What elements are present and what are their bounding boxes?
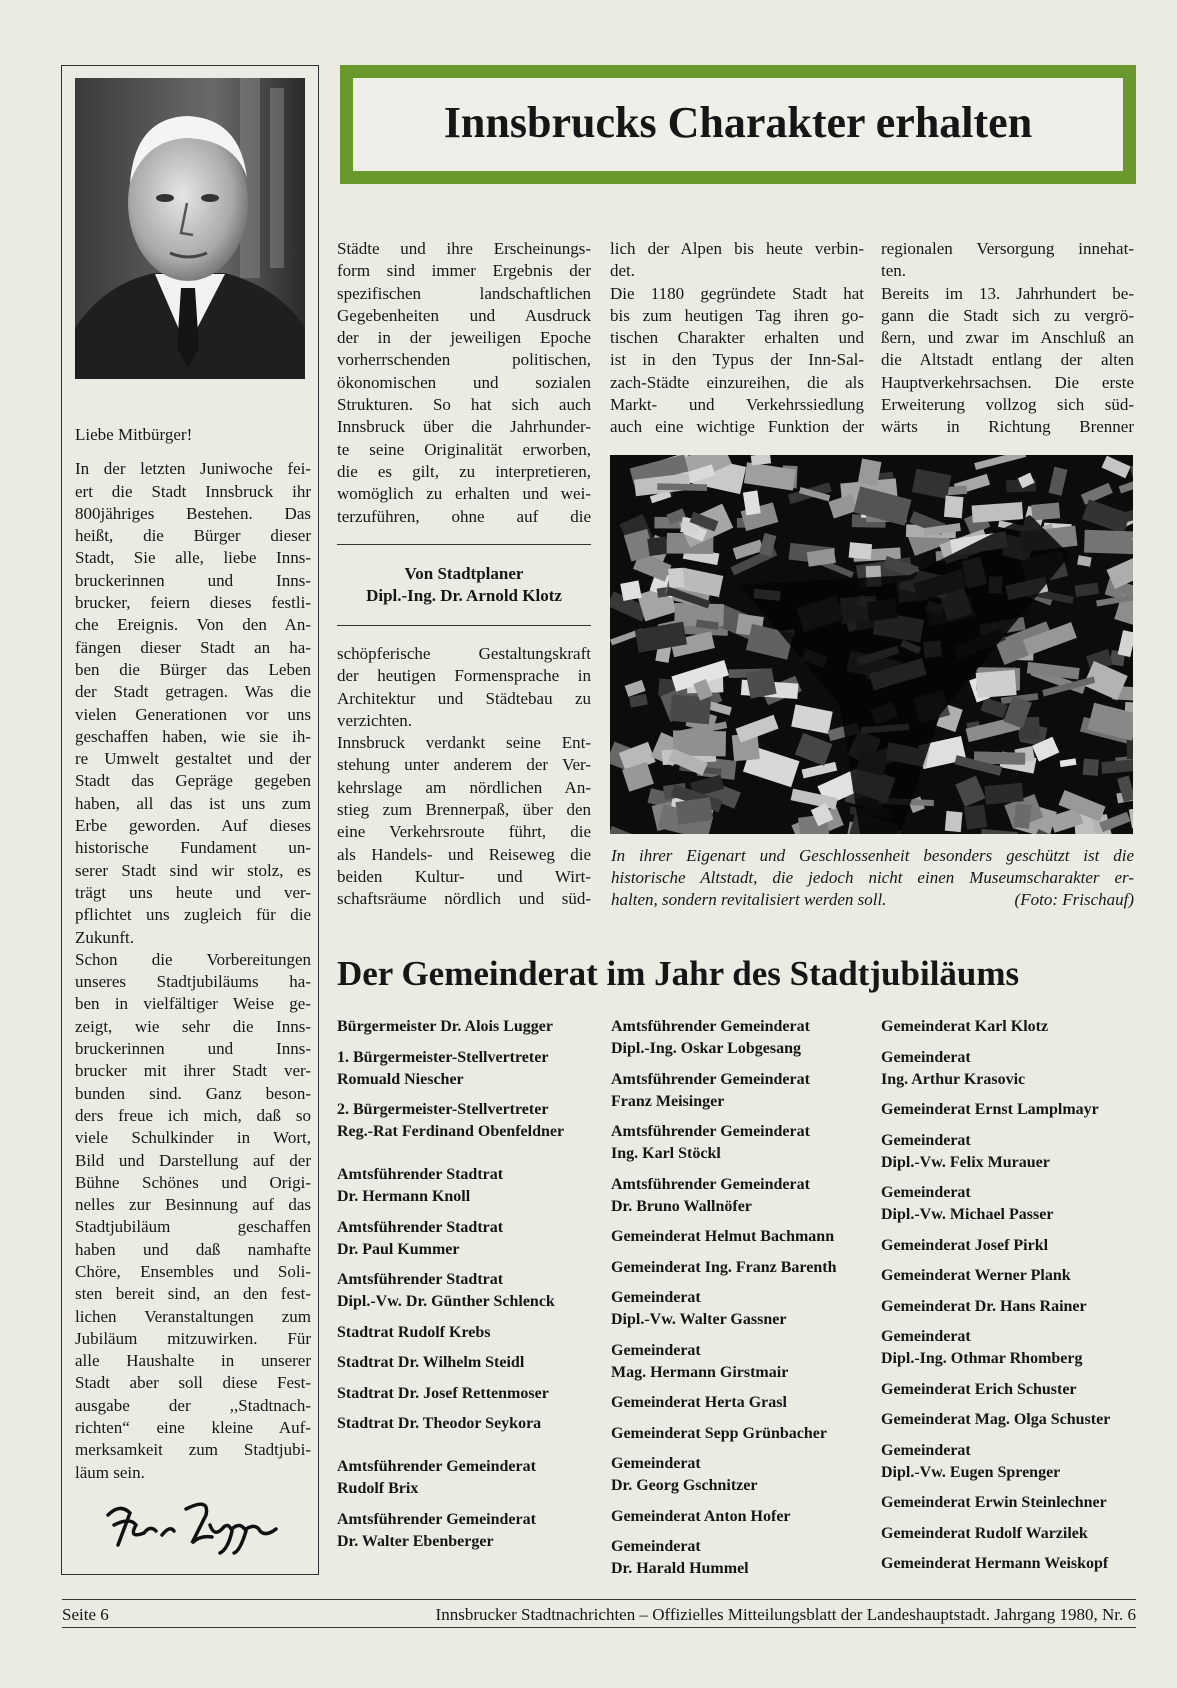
rooftop-shape xyxy=(955,776,985,807)
text-line: Bühne Schönes und Origi- xyxy=(75,1172,311,1192)
text-line: trägt uns heute und ver- xyxy=(75,882,311,902)
council-member-name: Dr. Harald Hummel xyxy=(611,1560,749,1577)
text-line: beiden Kultur- und Wirt- xyxy=(337,866,591,886)
council-member-role: Amtsführender Stadtrat xyxy=(337,1218,504,1236)
text-line: Erweiterung vollzog sich süd- xyxy=(881,395,1134,415)
council-member-entry xyxy=(611,1340,871,1384)
council-member-name: Rudolf Brix xyxy=(337,1480,419,1497)
rooftop-shape xyxy=(625,680,646,697)
council-member-name: Gemeinderat Rudolf Warzilek xyxy=(881,1524,1088,1542)
text-line: spezifischen landschaftlichen xyxy=(337,283,591,303)
council-member-role: Gemeinderat xyxy=(611,1538,701,1555)
rooftop-shape xyxy=(1075,583,1099,597)
rooftop-shape xyxy=(1060,758,1077,767)
text-line: Erbe geworden. Auf dieses xyxy=(75,816,311,836)
council-member-entry xyxy=(881,1492,1141,1514)
text-line: che Ereignis. Von den An- xyxy=(75,615,311,635)
council-member-entry xyxy=(611,1536,871,1580)
text-line: ten. xyxy=(881,261,907,281)
council-member-entry xyxy=(611,1506,871,1528)
council-member-name: Dipl.-Vw. Michael Passer xyxy=(881,1206,1054,1223)
text-line: brucker mit ihrer Stadt ver- xyxy=(75,1061,311,1081)
text-line: serer Stadt sind wir stolz, es xyxy=(75,860,311,880)
text-line: merksamkeit zum Stadtjubi- xyxy=(75,1440,311,1460)
text-line: alle Haushalte in unserer xyxy=(75,1351,311,1371)
council-member-role: Amtsführender Stadtrat xyxy=(337,1271,504,1288)
rooftop-shape xyxy=(972,502,1024,523)
text-line: geschaffen haben, wie sie ih- xyxy=(75,726,311,746)
byline-author: Dipl.-Ing. Dr. Arnold Klotz xyxy=(366,586,562,606)
text-line: vorherrschenden politischen, xyxy=(337,350,591,370)
council-member-entry xyxy=(881,1326,1141,1370)
council-member-name: Gemeinderat Karl Klotz xyxy=(881,1018,1049,1035)
text-line: Innsbruck verdankt seine Ent- xyxy=(337,733,591,753)
text-line: Bild und Darstellung auf der xyxy=(75,1150,311,1170)
text-line: Zukunft. xyxy=(75,927,135,947)
council-member-name: Franz Meisinger xyxy=(611,1092,725,1110)
council-member-entry xyxy=(337,1016,597,1038)
text-line: Bereits im 13. Jahrhundert be- xyxy=(881,283,1134,303)
text-line: Architektur und Städtebau zu xyxy=(337,688,591,708)
letter-text xyxy=(75,424,311,1484)
rooftop-shape xyxy=(795,733,833,766)
council-member-name: Dr. Bruno Wallnöfer xyxy=(611,1197,752,1215)
text-line: ben die Bürger das Leben xyxy=(75,659,311,679)
council-member-entry xyxy=(337,1383,597,1405)
council-member-entry xyxy=(337,1269,597,1313)
council-member-role: Amtsführender Gemeinderat xyxy=(337,1458,536,1475)
council-member-role: Gemeinderat xyxy=(881,1184,971,1201)
council-member-name: Gemeinderat Erwin Steinlechner xyxy=(881,1494,1107,1511)
text-line: schaftsräume nördlich und süd- xyxy=(337,889,591,909)
rooftop-shape xyxy=(610,826,649,834)
caption-line: historische Altstadt, die jedoch nicht einen Museumscharakter er- xyxy=(611,868,1134,887)
council-member-role: 1. Bürgermeister-Stellvertreter xyxy=(337,1048,549,1066)
council-member-name: Dipl.-Vw. Eugen Sprenger xyxy=(881,1463,1061,1481)
council-member-role: Gemeinderat xyxy=(611,1289,701,1306)
text-line: kehrslage am nördlichen An- xyxy=(337,777,591,797)
text-line: regionalen Versorgung innehat- xyxy=(881,239,1134,258)
footer-rule-top xyxy=(62,1599,1136,1600)
text-line: ßern, und zwar im Anschluß an xyxy=(881,328,1134,348)
council-member-role: Gemeinderat xyxy=(881,1048,971,1066)
text-line: richten“ eine kleine Auf- xyxy=(75,1418,311,1438)
council-member-name: Dipl.-Vw. Dr. Günther Schlenck xyxy=(337,1293,555,1310)
council-member-role: Gemeinderat xyxy=(611,1455,701,1472)
rooftop-shape xyxy=(657,483,707,491)
council-member-name: Dipl.-Ing. Othmar Rhomberg xyxy=(881,1350,1083,1367)
council-member-name: Stadtrat Dr. Wilhelm Steidl xyxy=(337,1354,525,1371)
text-line: stehung unter anderem der Ver- xyxy=(337,755,591,775)
text-line: pflichtet uns zugleich für die xyxy=(75,905,311,925)
text-line: zach-Städte einzureihen, die als xyxy=(610,372,864,392)
rooftop-shape xyxy=(912,469,952,499)
council-member-entry xyxy=(881,1130,1141,1174)
rooftop-shape xyxy=(1081,483,1113,505)
council-member-name: Gemeinderat Mag. Olga Schuster xyxy=(881,1411,1111,1428)
text-line: vielen Generationen vor uns xyxy=(75,704,311,724)
council-member-name: Dr. Georg Gschnitzer xyxy=(611,1477,758,1494)
council-member-entry xyxy=(611,1257,871,1279)
rooftop-shape xyxy=(647,536,668,556)
text-line: det. xyxy=(610,261,636,281)
text-line: ert die Stadt Innsbruck ihr xyxy=(75,481,311,501)
text-line: bruckerinnen und Inns- xyxy=(75,1039,311,1059)
text-line: te seine Originalität erworben, xyxy=(337,439,591,459)
council-member-role: Amtsführender Gemeinderat xyxy=(611,1070,810,1088)
council-member-entry xyxy=(881,1265,1141,1287)
caption-line: halten, sondern revitalisiert werden soll. xyxy=(611,890,887,909)
council-column-1 xyxy=(337,1016,597,1561)
council-member-entry xyxy=(881,1296,1141,1318)
rooftop-shape xyxy=(964,804,987,829)
council-column-3 xyxy=(881,1016,1141,1584)
text-line: ders freue ich mich, daß so xyxy=(75,1105,311,1125)
text-line: läum sein. xyxy=(75,1462,145,1482)
text-line: Stadt das Gepräge gegeben xyxy=(75,771,311,791)
council-member-entry xyxy=(611,1016,871,1060)
text-line: ist in den Typus der Inn-Sal- xyxy=(610,350,864,370)
text-line: der heutigen Formensprache in xyxy=(337,666,591,686)
text-line: 800jähriges Bestehen. Das xyxy=(75,503,311,523)
text-line: Hauptverkehrsachsen. Die erste xyxy=(881,372,1134,392)
council-member-entry xyxy=(611,1287,871,1331)
council-member-name: Bürgermeister Dr. Alois Lugger xyxy=(337,1018,553,1035)
rooftop-shape xyxy=(1118,630,1133,657)
text-line: nelles zur Besinnung auf das xyxy=(75,1195,311,1215)
text-line: lichen Veranstaltungen zum xyxy=(75,1306,311,1326)
council-member-role: Gemeinderat xyxy=(611,1341,701,1359)
text-line: der in der jeweiligen Epoche xyxy=(337,328,591,348)
council-member-name: Gemeinderat Dr. Hans Rainer xyxy=(881,1297,1087,1315)
text-line: form sind immer Ergebnis der xyxy=(337,261,591,281)
text-line: stieg zum Brennerpaß, über den xyxy=(337,800,591,820)
text-line: lich der Alpen bis heute verbin- xyxy=(610,239,864,258)
rooftop-shape xyxy=(976,670,1017,698)
council-member-role: Amtsführender Gemeinderat xyxy=(337,1510,536,1528)
council-member-role: Gemeinderat xyxy=(881,1441,971,1459)
altstadt-aerial-photo xyxy=(610,455,1133,834)
council-member-name: Stadtrat Dr. Theodor Seykora xyxy=(337,1415,542,1432)
council-member-entry xyxy=(881,1409,1141,1431)
rooftop-shape xyxy=(746,668,777,699)
rooftop-shape xyxy=(849,542,873,559)
council-member-entry xyxy=(337,1164,597,1208)
mayor-signature xyxy=(100,1495,290,1560)
council-member-name: Gemeinderat Josef Pirkl xyxy=(881,1236,1049,1254)
text-line: Jubiläum mitzuwirken. Für xyxy=(75,1328,311,1348)
rooftop-shape xyxy=(1023,622,1077,655)
council-member-entry xyxy=(337,1352,597,1374)
text-line: Die 1180 gegründete Stadt hat xyxy=(610,283,864,303)
council-member-name: Ing. Arthur Krasovic xyxy=(881,1070,1026,1088)
rooftop-shape xyxy=(1102,456,1131,479)
council-member-role: Amtsführender Gemeinderat xyxy=(611,1175,810,1193)
footer-rule-bottom xyxy=(62,1627,1136,1628)
text-line: ausgabe der ,,Stadtnach- xyxy=(75,1395,311,1415)
council-member-name: Gemeinderat Herta Grasl xyxy=(611,1394,787,1411)
article-column-2 xyxy=(610,238,864,439)
text-line: fängen dieser Stadt an ha- xyxy=(75,637,311,657)
letter-salutation: Liebe Mitbürger! xyxy=(75,425,193,444)
council-member-entry xyxy=(611,1069,871,1113)
text-line: ökonomischen und sozialen xyxy=(337,372,591,392)
council-member-name: Gemeinderat Hermann Weiskopf xyxy=(881,1555,1109,1572)
rooftop-shape xyxy=(791,704,833,733)
text-line: eine Verkehrsroute führt, die xyxy=(337,822,591,842)
rooftop-shape xyxy=(1130,455,1133,484)
council-member-name: Dr. Walter Ebenberger xyxy=(337,1532,494,1550)
text-line: re Umwelt gestaltet und der xyxy=(75,749,311,769)
rooftop-shape xyxy=(620,580,641,601)
council-member-name: Gemeinderat Erich Schuster xyxy=(881,1380,1077,1398)
text-line: bunden sind. Ganz beson- xyxy=(75,1083,311,1103)
council-member-name: Gemeinderat Werner Plank xyxy=(881,1267,1071,1284)
council-member-role: Gemeinderat xyxy=(881,1131,971,1149)
council-member-entry xyxy=(881,1523,1141,1545)
text-line: gann die Stadt sich zu vergrö- xyxy=(881,305,1134,325)
council-member-name: Dipl.-Vw. Felix Murauer xyxy=(881,1153,1050,1171)
article-column-3 xyxy=(881,238,1134,439)
caption-line: In ihrer Eigenart und Geschlossenheit besonders geschützt ist die xyxy=(611,846,1134,865)
rooftop-shape xyxy=(981,829,1018,834)
text-line: heißt, die Bürger dieser xyxy=(75,526,311,546)
page-number: Seite 6 xyxy=(62,1605,109,1624)
council-member-entry xyxy=(881,1379,1141,1401)
council-member-entry xyxy=(337,1099,597,1143)
council-member-entry xyxy=(337,1322,597,1344)
photo-caption xyxy=(611,845,1134,911)
council-member-entry xyxy=(337,1217,597,1261)
council-member-role: Amtsführender Gemeinderat xyxy=(611,1018,810,1035)
text-line: In der letzten Juniwoche fei- xyxy=(75,459,311,479)
council-member-name: Dr. Paul Kummer xyxy=(337,1240,460,1258)
byline-rule-bottom xyxy=(337,625,591,626)
council-member-role: Gemeinderat xyxy=(881,1328,971,1345)
council-member-name: Ing. Karl Stöckl xyxy=(611,1145,721,1162)
text-line: tischen Charakter erhalten und xyxy=(610,328,864,348)
council-member-entry xyxy=(337,1509,597,1553)
council-member-name: Dipl.-Ing. Oskar Lobgesang xyxy=(611,1040,801,1057)
text-line: Schon die Vorbereitungen xyxy=(75,949,311,969)
text-line: Stadtjubiläum geschaffen xyxy=(75,1217,311,1237)
council-member-role: Amtsführender Stadtrat xyxy=(337,1166,504,1183)
council-member-entry xyxy=(337,1456,597,1500)
rooftop-shape xyxy=(984,783,1023,805)
rooftop-shape xyxy=(974,455,1026,470)
council-member-name: Gemeinderat Ernst Lamplmayr xyxy=(881,1101,1099,1118)
council-member-entry xyxy=(881,1553,1141,1575)
text-line: brucker, feiern dieses festli- xyxy=(75,593,311,613)
council-member-name: Dr. Hermann Knoll xyxy=(337,1188,471,1205)
publication-info: Innsbrucker Stadtnachrichten – Offizielles Mitteilungsblatt der Landeshauptstadt. Jahrgang 1980, Nr. 6 xyxy=(435,1605,1136,1624)
council-member-role: Amtsführender Gemeinderat xyxy=(611,1123,810,1140)
council-member-name: Stadtrat Rudolf Krebs xyxy=(337,1323,491,1341)
council-member-entry xyxy=(611,1174,871,1218)
text-line: historische Fundament un- xyxy=(75,838,311,858)
council-member-entry xyxy=(337,1413,597,1435)
rooftop-shape xyxy=(629,694,648,708)
rooftop-shape xyxy=(1049,467,1068,496)
byline-rule-top xyxy=(337,544,591,545)
rooftop-shape xyxy=(1077,555,1092,567)
article-column-1-bottom xyxy=(337,643,591,911)
rooftop-shape xyxy=(1031,503,1060,521)
text-line: sten bereit sind, an den fest- xyxy=(75,1284,311,1304)
text-line: womöglich zu erhalten und wei- xyxy=(337,484,591,504)
text-line: die Altstadt entlang der alten xyxy=(881,350,1134,370)
rooftop-shape xyxy=(945,811,963,832)
text-line: viele Schulkinder in Wort, xyxy=(75,1128,311,1148)
text-line: bis zum heutigen Tag ihren go- xyxy=(610,305,864,325)
text-line: Stadt, Sie alle, liebe Inns- xyxy=(75,548,311,568)
council-member-entry xyxy=(611,1453,871,1497)
text-line: unseres Stadtjubiläums ha- xyxy=(75,972,311,992)
council-member-entry xyxy=(611,1392,871,1414)
council-member-name: Dipl.-Vw. Walter Gassner xyxy=(611,1311,787,1328)
council-member-entry xyxy=(881,1099,1141,1121)
rooftop-shape xyxy=(802,762,838,779)
council-member-entry xyxy=(611,1121,871,1165)
text-line: die es gilt, zu interpretieren, xyxy=(337,461,591,481)
text-line: als Handels- und Reiseweg die xyxy=(337,844,591,864)
text-line: der Stadt getragen. Was die xyxy=(75,682,311,702)
text-line: haben und daß namhafte xyxy=(75,1239,311,1259)
article-column-1-top xyxy=(337,238,591,528)
text-line: wärts in Richtung Brenner xyxy=(881,417,1134,437)
mayor-portrait-photo xyxy=(75,78,305,379)
text-line: Gegebenheiten und Ausdruck xyxy=(337,305,591,325)
text-line: Stadt aber soll diese Fest- xyxy=(75,1373,311,1393)
council-column-2 xyxy=(611,1016,871,1589)
council-member-entry xyxy=(611,1226,871,1248)
text-line: verzichten. xyxy=(337,710,413,730)
text-line: schöpferische Gestaltungskraft xyxy=(337,644,591,663)
text-line: terzuführen, ohne auf die xyxy=(337,506,591,526)
council-member-entry xyxy=(611,1423,871,1445)
council-member-name: Gemeinderat Helmut Bachmann xyxy=(611,1228,835,1245)
text-line: zeigt, wie sehr die Inns- xyxy=(75,1016,311,1036)
council-member-name: Stadtrat Dr. Josef Rettenmoser xyxy=(337,1384,549,1402)
text-line: Innsbruck über die Jahrhunder- xyxy=(337,417,591,437)
council-section-title: Der Gemeinderat im Jahr des Stadtjubiläums xyxy=(337,954,1020,993)
rooftop-shape xyxy=(751,455,771,465)
rooftop-shape xyxy=(668,568,684,588)
rooftop-shape xyxy=(1084,530,1133,555)
council-member-entry xyxy=(881,1016,1141,1038)
headline-frame xyxy=(340,65,1136,184)
text-line: auch eine wichtige Funktion der xyxy=(610,417,864,437)
council-member-role: 2. Bürgermeister-Stellvertreter xyxy=(337,1101,549,1118)
rooftop-shape xyxy=(1083,758,1099,775)
byline-title: Von Stadtplaner xyxy=(404,564,524,583)
rooftop-shape xyxy=(1129,804,1133,829)
council-member-name: Gemeinderat Sepp Grünbacher xyxy=(611,1424,827,1442)
rooftop-shape xyxy=(1013,803,1031,828)
council-member-name: Gemeinderat Ing. Franz Barenth xyxy=(611,1258,837,1276)
council-member-entry xyxy=(881,1440,1141,1484)
council-member-name: Mag. Hermann Girstmair xyxy=(611,1363,789,1381)
author-byline xyxy=(337,563,591,608)
council-member-entry xyxy=(881,1182,1141,1226)
article-headline: Innsbrucks Charakter erhalten xyxy=(443,98,1033,147)
council-member-entry xyxy=(881,1235,1141,1257)
text-line: Markt- und Verkehrssiedlung xyxy=(610,395,864,415)
rooftop-shape xyxy=(670,694,712,724)
text-line: haben, all das ist uns zum xyxy=(75,793,311,813)
text-line: bruckerinnen und Inns- xyxy=(75,570,311,590)
council-member-name: Romuald Niescher xyxy=(337,1070,464,1088)
text-line: Chöre, Ensembles und Soli- xyxy=(75,1261,311,1281)
council-member-entry xyxy=(881,1047,1141,1091)
text-line: Städte und ihre Erscheinungs- xyxy=(337,239,591,258)
rooftop-shape xyxy=(944,496,964,519)
photo-credit: (Foto: Frischauf) xyxy=(1014,890,1134,909)
council-member-name: Reg.-Rat Ferdinand Obenfeldner xyxy=(337,1123,565,1140)
council-member-name: Gemeinderat Anton Hofer xyxy=(611,1507,791,1525)
council-member-entry xyxy=(337,1047,597,1091)
text-line: ben in vielfältiger Weise ge- xyxy=(75,994,311,1014)
text-line: Strukturen. So hat sich auch xyxy=(337,395,591,415)
